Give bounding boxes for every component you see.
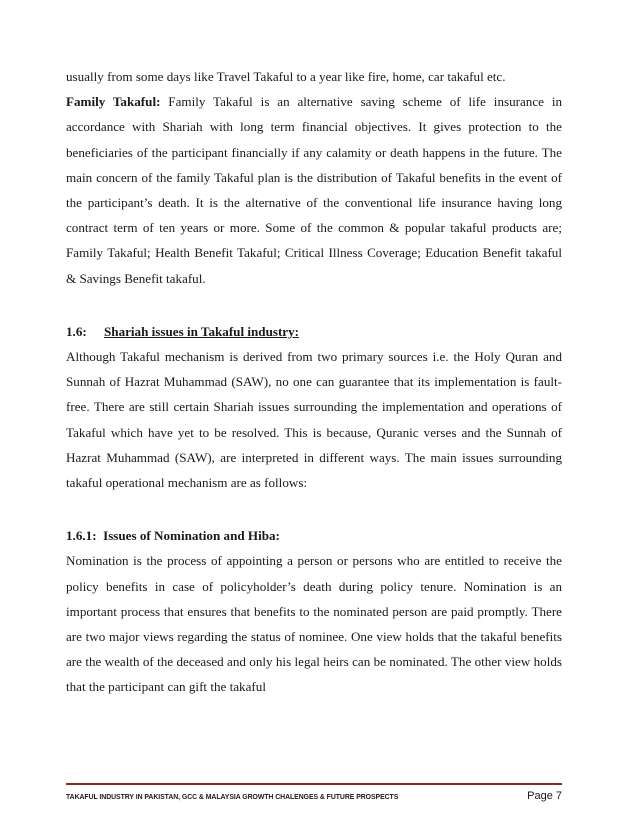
section-1-6-heading	[66, 319, 562, 344]
section-1-6-1-number: 1.6.1:	[66, 528, 97, 544]
section-1-6-paragraph: Although Takaful mechanism is derived from two primary sources i.e. the Holy Quran and Sunnah of Hazrat Muhammad (SAW), no one can guarantee that its implementation is fault-free. There are still certain Shariah issues surrounding the implementation and operations of Takaful which have yet to be resolved. This is because, Quranic verses and the Sunnah of Hazrat Muhammad (SAW), are interpreted in different ways. The main issues surrounding takaful operational mechanism are as follows:	[66, 349, 562, 491]
family-takaful-paragraph	[66, 89, 562, 291]
section-1-6-1-heading	[66, 523, 562, 548]
document-body	[66, 64, 562, 700]
section-1-6-title: Shariah issues in Takaful industry:	[104, 323, 300, 339]
footer-title: TAKAFUL INDUSTRY IN PAKISTAN, GCC & MALAYSIA GROWTH CHALENGES & FUTURE PROSPECTS	[66, 794, 399, 801]
section-1-6-1-paragraph: Nomination is the process of appointing a person or persons who are entitled to receive the policy benefits in case of policyholder’s death during policy tenure. Nomination is an important process that ensures that benefits to the nominated person are paid promptly. There are two major views regarding the status of nominee. One view holds that the takaful benefits are the wealth of the deceased and only his legal heirs can be nominated. The other view holds that the participant can gift the takaful	[66, 553, 562, 695]
page-number: Page 7	[527, 790, 562, 802]
footer-rule	[66, 783, 562, 785]
family-takaful-text: Family Takaful is an alternative saving scheme of life insurance in accordance with Shariah with long term financial objectives. It gives protection to the beneficiaries of the participant financially if any calamity or death happens in the future. The main concern of the family Takaful plan is the distribution of Takaful benefits in the event of the participant’s death. It is the alternative of the conventional life insurance having long contract term of ten years or more. Some of the common & popular takaful products are; Family Takaful; Health Benefit Takaful; Critical Illness Coverage; Education Benefit takaful & Savings Benefit takaful.	[66, 94, 563, 286]
intro-paragraph: usually from some days like Travel Takaful to a year like fire, home, car takaful etc.	[66, 69, 506, 84]
section-1-6-number: 1.6:	[66, 323, 87, 339]
section-1-6-1-title: Issues of Nomination and Hiba:	[103, 528, 280, 544]
family-takaful-label: Family Takaful:	[66, 94, 161, 110]
